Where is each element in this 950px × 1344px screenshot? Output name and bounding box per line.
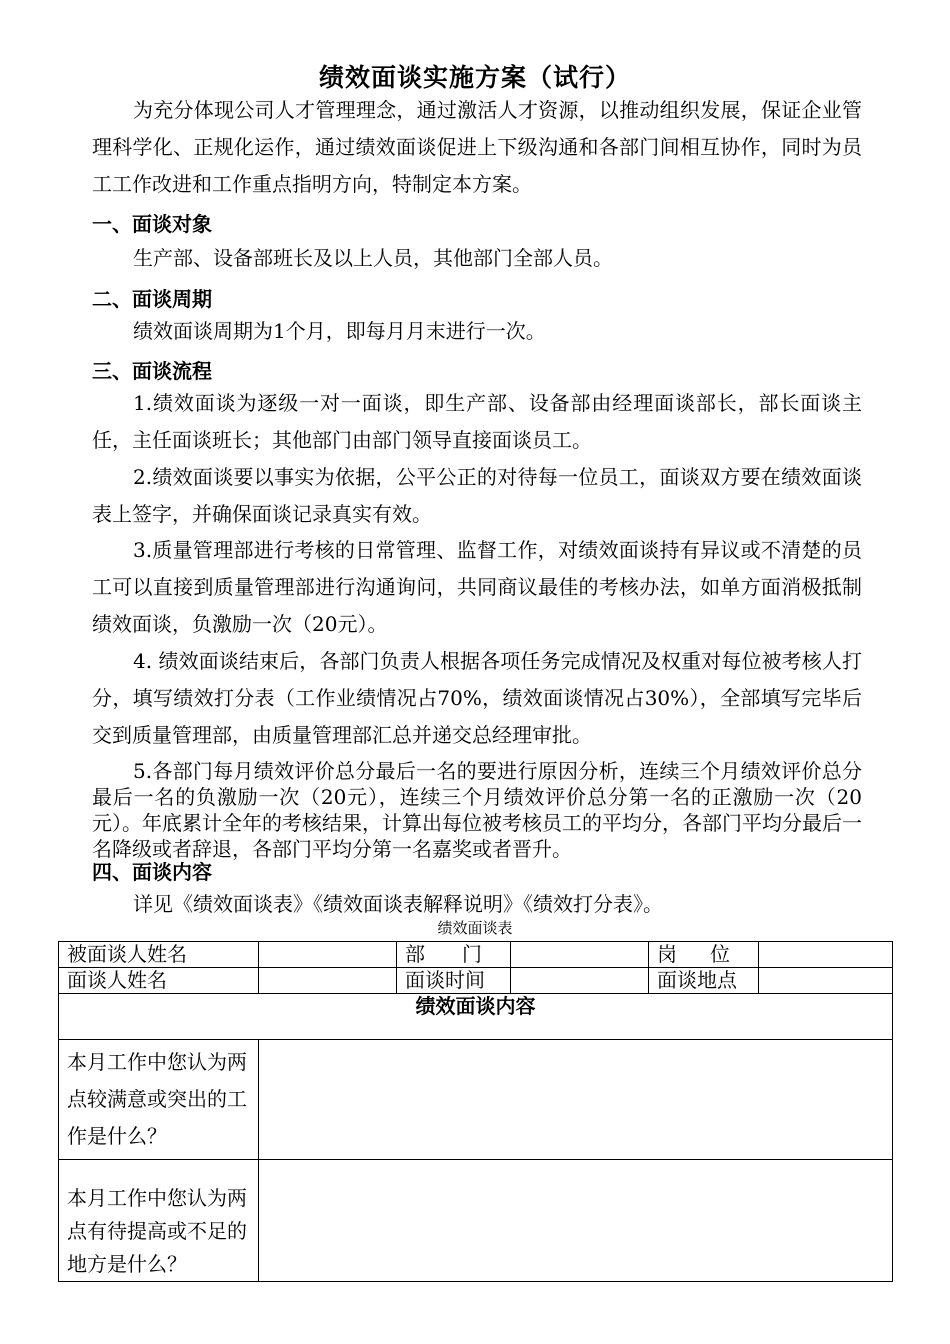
section-1-heading: 一、面谈对象 bbox=[92, 212, 212, 236]
position-label-char-1: 岗 bbox=[657, 942, 677, 966]
question-2-answer[interactable] bbox=[259, 1160, 893, 1282]
process-item-5: 5.各部门每月绩效评价总分最后一名的要进行原因分析，连续三个月绩效评价总分最后一名的负激励一次（20元），连续三个月绩效评价总分第一名的正激励一次（20元）。年底累计全年的考核结果，计算出每位被考核员工的平均分，各部门平均分最后一名降级或者辞退，各部门平均分第一名嘉奖或者晋升。 bbox=[92, 759, 862, 861]
interview-place-field[interactable] bbox=[759, 968, 893, 994]
section-1-text: 生产部、设备部班长及以上人员，其他部门全部人员。 bbox=[133, 246, 613, 270]
question-1-label: 本月工作中您认为两点较满意或突出的工作是什么？ bbox=[59, 1040, 259, 1160]
form-row-1 bbox=[59, 942, 893, 968]
position-field[interactable] bbox=[759, 942, 893, 968]
process-item-2: 2.绩效面谈要以事实为依据，公平公正的对待每一位员工，面谈双方要在绩效面谈表上签字，并确保面谈记录真实有效。 bbox=[92, 465, 862, 526]
section-2-text: 绩效面谈周期为1个月，即每月月末进行一次。 bbox=[133, 319, 546, 343]
position-label bbox=[649, 942, 759, 968]
form-row-q2 bbox=[59, 1160, 893, 1282]
interview-time-field[interactable] bbox=[511, 968, 649, 994]
question-2-label: 本月工作中您认为两点有待提高或不足的地方是什么？ bbox=[59, 1160, 259, 1282]
department-label bbox=[397, 942, 511, 968]
section-4-text: 详见《绩效面谈表》《绩效面谈表解释说明》《绩效打分表》。 bbox=[133, 892, 663, 916]
interview-form-table bbox=[58, 941, 893, 1282]
interviewer-name-label: 面谈人姓名 bbox=[59, 968, 259, 994]
intro-paragraph: 为充分体现公司人才管理理念，通过激活人才资源，以推动组织发展，保证企业管理科学化、正规化运作，通过绩效面谈促进上下级沟通和各部门间相互协作，同时为员工工作改进和工作重点指明方向，特制定本方案。 bbox=[92, 98, 862, 196]
section-2-heading: 二、面谈周期 bbox=[92, 287, 212, 311]
department-field[interactable] bbox=[511, 942, 649, 968]
form-row-q1 bbox=[59, 1040, 893, 1160]
process-item-1: 1.绩效面谈为逐级一对一面谈，即生产部、设备部由经理面谈部长，部长面谈主任，主任面谈班长；其他部门由部门领导直接面谈员工。 bbox=[92, 391, 862, 452]
position-label-char-2: 位 bbox=[710, 942, 730, 966]
interviewee-name-label: 被面谈人姓名 bbox=[59, 942, 259, 968]
process-item-4: 4. 绩效面谈结束后，各部门负责人根据各项任务完成情况及权重对每位被考核人打分，填写绩效打分表（工作业绩情况占70%，绩效面谈情况占30%），全部填写完毕后交到质量管理部，由质量管理部汇总并递交总经理审批。 bbox=[92, 649, 862, 747]
form-row-content-heading bbox=[59, 994, 893, 1040]
document-title: 绩效面谈实施方案（试行） bbox=[318, 63, 631, 92]
question-1-answer[interactable] bbox=[259, 1040, 893, 1160]
interviewer-name-field[interactable] bbox=[259, 968, 397, 994]
process-item-3: 3.质量管理部进行考核的日常管理、监督工作，对绩效面谈持有异议或不清楚的员工可以直接到质量管理部进行沟通询问，共同商议最佳的考核办法，如单方面消极抵制绩效面谈，负激励一次（20元）。 bbox=[92, 538, 862, 636]
form-caption: 绩效面谈表 bbox=[437, 919, 513, 937]
interview-place-label: 面谈地点 bbox=[649, 968, 759, 994]
department-label-char-1: 部 bbox=[405, 942, 425, 966]
form-row-2 bbox=[59, 968, 893, 994]
section-3-heading: 三、面谈流程 bbox=[92, 359, 212, 383]
interviewee-name-field[interactable] bbox=[259, 942, 397, 968]
interview-time-label: 面谈时间 bbox=[397, 968, 511, 994]
content-heading: 绩效面谈内容 bbox=[59, 994, 893, 1040]
department-label-char-2: 门 bbox=[462, 942, 482, 966]
section-4-heading: 四、面谈内容 bbox=[92, 860, 212, 884]
